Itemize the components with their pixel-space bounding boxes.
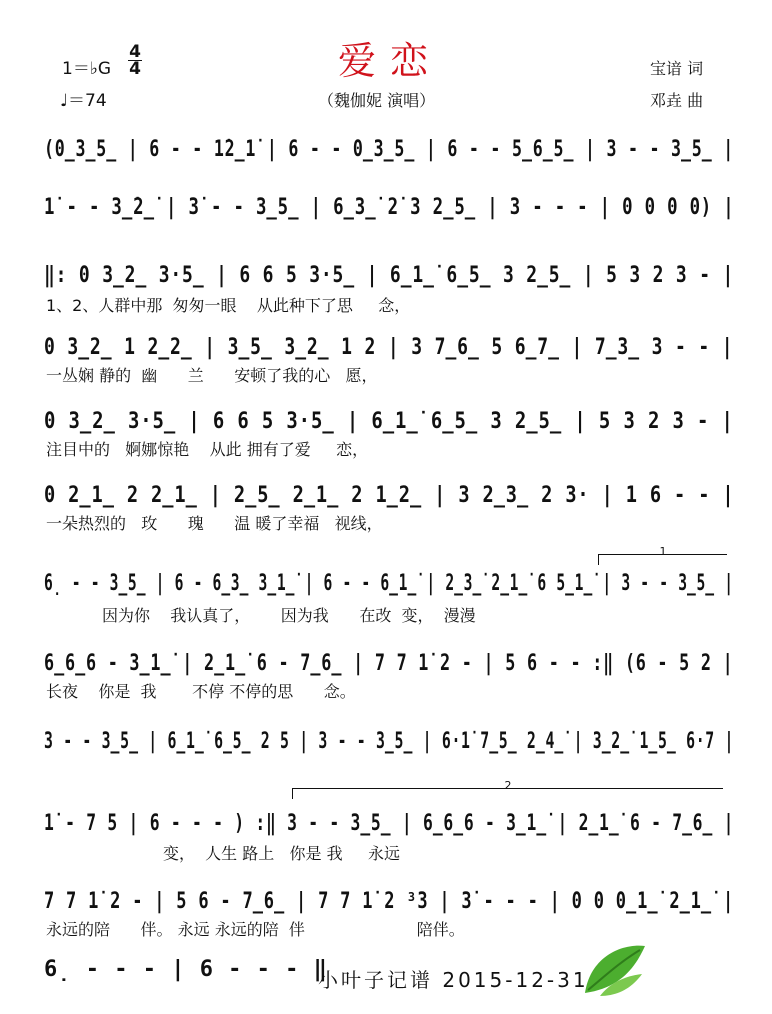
time-signature-top: 4	[129, 42, 141, 62]
page-title: 爱恋	[338, 39, 443, 83]
score-lyrics-row: 一朵热烈的 玫 瑰 温 暖了幸福 视线，	[46, 514, 383, 533]
score-lyrics-row: 1、2、人群中那 匆匆一眼 从此种下了思 念，	[46, 296, 411, 315]
score-lyrics-row: 因为你 我认真了， 因为我 在改 变， 漫漫	[46, 606, 476, 625]
time-signature-bottom: 4	[129, 59, 141, 79]
leaf-icon	[580, 938, 650, 998]
lyricist-credit: 宝谙 词	[650, 59, 704, 78]
tempo-marking: ♩＝74	[60, 91, 107, 111]
score-notes-row: 3 - - 3̲5̲ | 6̲1̲̇ 6̲5̲ 2 5 | 3 - - 3̲5̲ | 6·1̇ 7̲5̲ 2̲4̲̇ | 3̲2̲̇ 1̲5̲ 6·7 |	[44, 729, 735, 754]
score-lyrics-row: 永远的陪 伴。 永远 永远的陪 伴 陪伴。	[46, 920, 465, 939]
score-notes-row: 6̲6̲6 - 3̲1̲̇ | 2̲1̲̇ 6 - 7̲6̲ | 7 7 1̇ 2 - | 5 6 - - :‖ (6 - 5 2 |	[44, 651, 734, 676]
score-lyrics-row: 长夜 你是 我 不停 不停的思 念。	[46, 682, 356, 701]
score-notes-row: 0 3̲2̲ 3·5̲ | 6 6 5 3·5̲ | 6̲1̲̇ 6̲5̲ 3 2̲5̲ | 5 3 2 3 - |	[44, 409, 734, 434]
transcriber-credit: 小叶子记谱 2015-12-31	[318, 968, 589, 992]
volta-second-ending: 2	[292, 788, 723, 799]
singer-credit: （魏伽妮 演唱）	[318, 91, 436, 110]
score-notes-row: 1̇ - - 3̲̇2̲̇ | 3̇ - - 3̲5̲ | 6̲3̲̇ 2̇ 3 2̲5̲ | 3 - - - | 0 0 0 0) |	[44, 195, 735, 220]
score-notes-row: ‖: 0 3̲2̲ 3·5̲ | 6 6 5 3·5̲ | 6̲1̲̇ 6̲5̲ 3 2̲5̲ | 5 3 2 3 - |	[44, 263, 735, 288]
volta-first-ending: 1	[598, 554, 727, 565]
composer-credit: 邓垚 曲	[650, 91, 704, 110]
score-notes-row: 7 7 1̇ 2 - | 5 6 - 7̲6̲ | 7 7 1̇ 2 ³3 | 3̇ - - - | 0 0 0̲1̲̇ 2̲1̲̇ |	[44, 889, 734, 914]
score-notes-row: 0 2̲1̲ 2 2̲1̲ | 2̲5̲ 2̲1̲ 2 1̲2̲ | 3 2̲3̲ 2 3· | 1 6 - - |	[44, 483, 735, 508]
score-lyrics-row: 变， 人生 路上 你是 我 永远	[46, 844, 401, 863]
key-signature: 1＝♭G	[62, 59, 112, 79]
score-notes-row: 6̣ - - 3̲5̲ | 6 - 6̲3̲ 3̲1̲̇ | 6 - - 6̲1̲̇ | 2̲3̲̇ 2̲1̲̇ 6 5̲1̲̇ | 3 - - 3̲5̲ |	[44, 571, 734, 596]
score-notes-row: 6̣ - - - | 6 - - - ‖	[44, 957, 328, 982]
score-lyrics-row: 一丛娴 静的 幽 兰 安顿了我的心 愿，	[46, 366, 378, 385]
time-signature	[128, 44, 142, 77]
score-notes-row: 0 3̲2̲ 1 2̲2̲ | 3̲5̲ 3̲2̲ 1 2 | 3 7̲6̲ 5 6̲7̲ | 7̲3̲ 3 - - |	[44, 335, 734, 360]
score-lyrics-row: 注目中的 婀娜惊艳 从此 拥有了爱 恋，	[46, 440, 369, 459]
score-notes-row: (0̲3̲5̲ | 6 - - 1̇2̲1̇ | 6 - - 0̲3̲5̲ | 6 - - 5̲6̲5̲ | 3 - - 3̲5̲ |	[44, 137, 735, 162]
score-notes-row: 1̇ - 7 5 | 6 - - - ) :‖ 3 - - 3̲5̲ | 6̲6̲6 - 3̲1̲̇ | 2̲1̲̇ 6 - 7̲6̲ |	[44, 811, 735, 836]
